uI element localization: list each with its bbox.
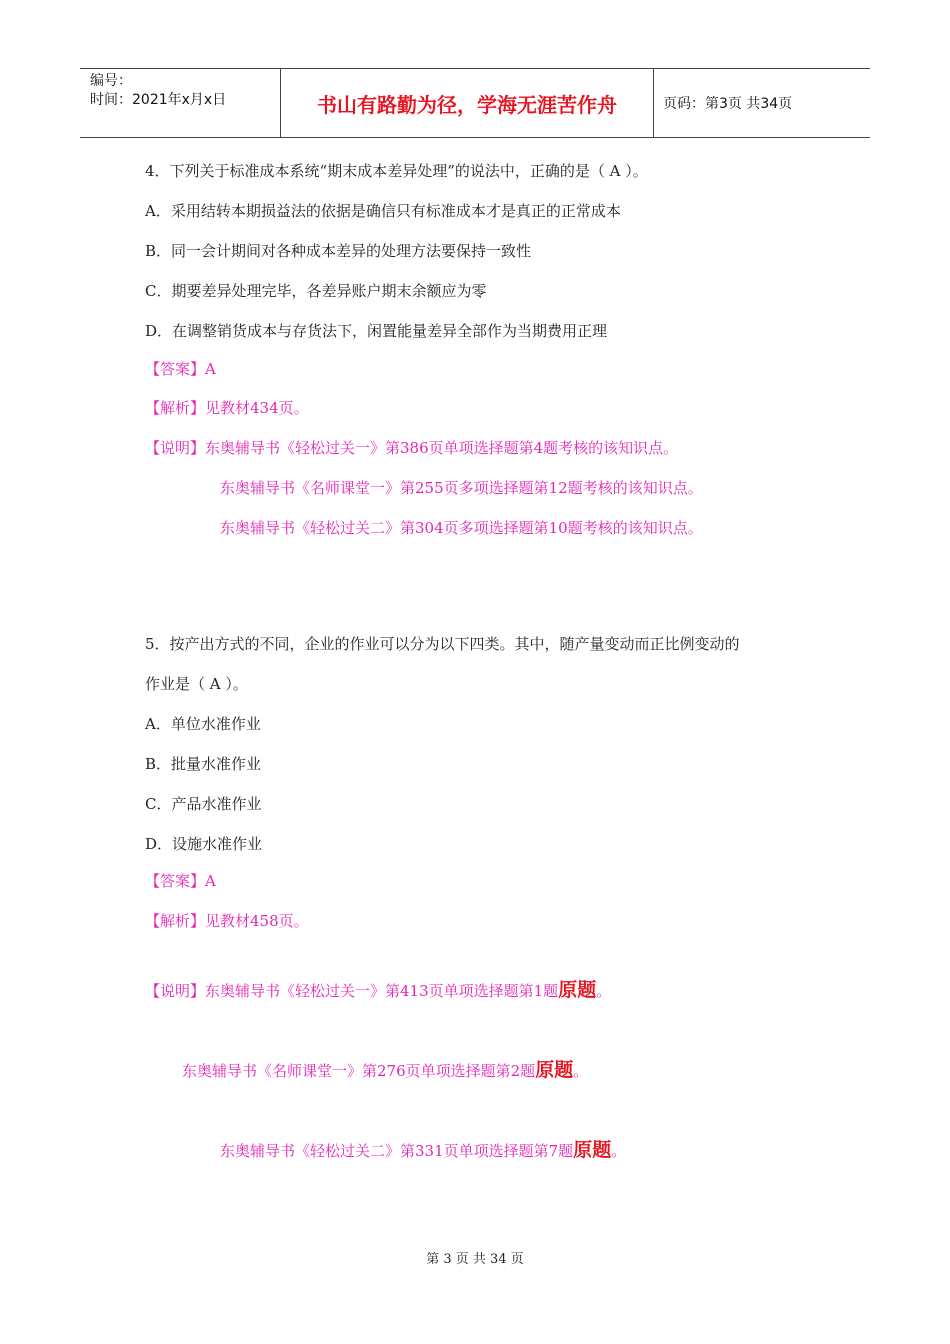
q4-note-3: 东奥辅导书《轻松过关二》第304页多项选择题第10题考核的该知识点。 xyxy=(220,519,703,537)
q5-note-3 xyxy=(220,1135,626,1162)
q5-stem-line-2: 作业是（ A ）。 xyxy=(145,675,248,693)
q4-note-1: 【说明】东奥辅导书《轻松过关一》第386页单项选择题第4题考核的该知识点。 xyxy=(145,439,679,457)
q5-option-b: B．批量水准作业 xyxy=(145,755,262,773)
time-label: 时间：2021年x月x日 xyxy=(90,92,227,108)
page-label: 页码：第3页 共34页 xyxy=(663,96,793,112)
q5-note-1-end: 。 xyxy=(596,982,612,1000)
q5-note-1-text: 【说明】东奥辅导书《轻松过关一》第413页单项选择题第1题 xyxy=(145,982,559,1000)
q5-note-2 xyxy=(182,1055,588,1082)
page-footer: 第 3 页 共 34 页 xyxy=(426,1252,524,1267)
q5-note-1-emphasis: 原题 xyxy=(558,979,597,1001)
motto: 书山有路勤为径，学海无涯苦作舟 xyxy=(281,69,654,137)
q5-analysis: 【解析】见教材458页。 xyxy=(145,912,309,930)
q5-stem-line-1: 5．按产出方式的不同，企业的作业可以分为以下四类。其中，随产量变动而正比例变动的 xyxy=(145,635,740,653)
q5-note-2-emphasis: 原题 xyxy=(535,1059,574,1081)
header-left-cell xyxy=(80,69,281,137)
q4-option-d: D．在调整销货成本与存货法下，闲置能量差异全部作为当期费用正理 xyxy=(145,322,608,340)
q4-option-c: C．期要差异处理完毕，各差异账户期末余额应为零 xyxy=(145,282,487,300)
q5-note-3-emphasis: 原题 xyxy=(573,1139,612,1161)
q4-option-b: B．同一会计期间对各种成本差异的处理方法要保持一致性 xyxy=(145,242,532,260)
q5-note-3-end: 。 xyxy=(611,1142,627,1160)
q5-answer: 【答案】A xyxy=(145,872,216,890)
q4-answer: 【答案】A xyxy=(145,360,216,378)
q5-option-c: C．产品水准作业 xyxy=(145,795,262,813)
q5-note-2-text: 东奥辅导书《名师课堂一》第276页单项选择题第2题 xyxy=(182,1062,536,1080)
q5-note-1 xyxy=(145,975,611,1002)
page-header xyxy=(80,68,870,138)
q4-option-a: A．采用结转本期损益法的依据是确信只有标准成本才是真正的正常成本 xyxy=(145,202,621,220)
q4-note-2: 东奥辅导书《名师课堂一》第255页多项选择题第12题考核的该知识点。 xyxy=(220,479,703,497)
q5-option-a: A．单位水准作业 xyxy=(145,715,261,733)
q5-note-2-end: 。 xyxy=(573,1062,589,1080)
q5-option-d: D．设施水准作业 xyxy=(145,835,263,853)
number-label: 编号： xyxy=(90,73,132,89)
q4-analysis: 【解析】见教材434页。 xyxy=(145,399,309,417)
q4-stem: 4．下列关于标准成本系统“期末成本差异处理”的说法中，正确的是（ A ）。 xyxy=(145,162,648,180)
q5-note-3-text: 东奥辅导书《轻松过关二》第331页单项选择题第7题 xyxy=(220,1142,574,1160)
